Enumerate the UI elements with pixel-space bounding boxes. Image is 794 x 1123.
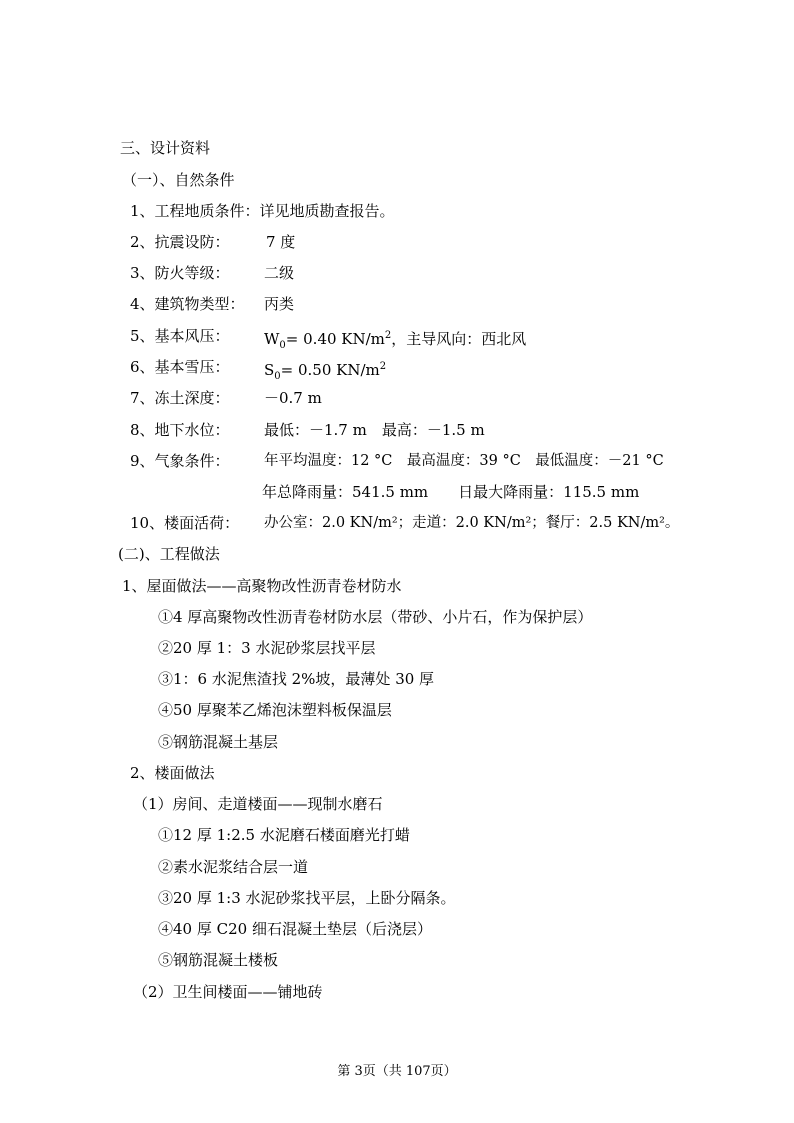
item-label: 10、楼面活荷： [130,514,240,532]
natural-item-building-type [130,294,295,314]
item-value: －0.7 m [264,389,322,407]
item-label: 8、地下水位： [130,421,230,439]
roof-layer: ③1：6 水泥焦渣找 2%坡，最薄处 30 厚 [158,670,435,688]
natural-item-seismic [130,232,296,252]
item-label: 6、基本雪压： [130,358,230,376]
roof-layer: ①4 厚高聚物改性沥青卷材防水层（带砂、小片石，作为保护层） [158,608,593,626]
floor-sub1-title: （1）房间、走道楼面——现制水磨石 [133,795,383,813]
floor-sub2-title: （2）卫生间楼面——铺地砖 [133,983,323,1001]
item-label: 3、防火等级： [130,264,230,282]
item-value: 二级 [264,264,295,282]
roof-layer: ②20 厚 1：3 水泥砂浆层找平层 [158,639,376,657]
natural-item-geology: 1、工程地质条件：详见地质勘查报告。 [130,202,395,220]
natural-item-groundwater [130,420,485,440]
roof-practice-title: 1、屋面做法——高聚物改性沥青卷材防水 [122,577,402,595]
floor-layer: ④40 厚 C20 细石混凝土垫层（后浇层） [158,920,432,938]
natural-item-climate [130,451,664,471]
item-value: 最低：－1.7 m 最高：－1.5 m [264,421,485,439]
item-label: 4、建筑物类型： [130,295,245,313]
item-value: $S_0= 0.50$ $KN/m^2$ [264,361,387,382]
engineering-practice-heading: (二)、工程做法 [118,545,220,563]
natural-item-live-load [130,513,680,533]
item-label: 7、冻土深度： [130,389,230,407]
natural-item-wind-pressure [130,326,527,351]
item-label: 9、气象条件： [130,452,230,470]
floor-layer: ①12 厚 1:2.5 水泥磨石楼面磨光打蜡 [158,826,410,844]
item-value: $W_0= 0.40$ $KN/m^2$，主导风向：西北风 [264,330,527,351]
natural-item-snow-pressure [130,357,387,382]
item-value: 办公室：2.0 KN/m²；走道：2.0 KN/m²；餐厅：2.5 KN/m²。 [264,515,680,531]
natural-conditions-heading: （一）、自然条件 [122,171,235,189]
section-title: 三、设计资料 [120,139,211,157]
floor-practice-title: 2、楼面做法 [130,764,215,782]
floor-layer: ②素水泥浆结合层一道 [158,858,309,876]
page-footer: 第 3页（共 107页） [337,1064,457,1079]
roof-layer: ⑤钢筋混凝土基层 [158,733,279,751]
item-value: 7 度 [266,233,296,251]
roof-layer: ④50 厚聚苯乙烯泡沫塑料板保温层 [158,701,392,719]
floor-layer: ③20 厚 1:3 水泥砂浆找平层，上卧分隔条。 [158,889,456,907]
natural-item-fire-rating [130,263,295,283]
natural-item-climate-rainfall: 年总降雨量：541.5 mm 日最大降雨量：115.5 mm [262,483,640,501]
item-value: 丙类 [264,295,295,313]
item-label: 5、基本风压： [130,327,230,345]
floor-layer: ⑤钢筋混凝土楼板 [158,951,279,969]
item-value: 年平均温度：12 °C 最高温度：39 °C 最低温度：－21 °C [264,453,664,469]
natural-item-frost-depth [130,388,322,408]
item-label: 2、抗震设防： [130,233,230,251]
